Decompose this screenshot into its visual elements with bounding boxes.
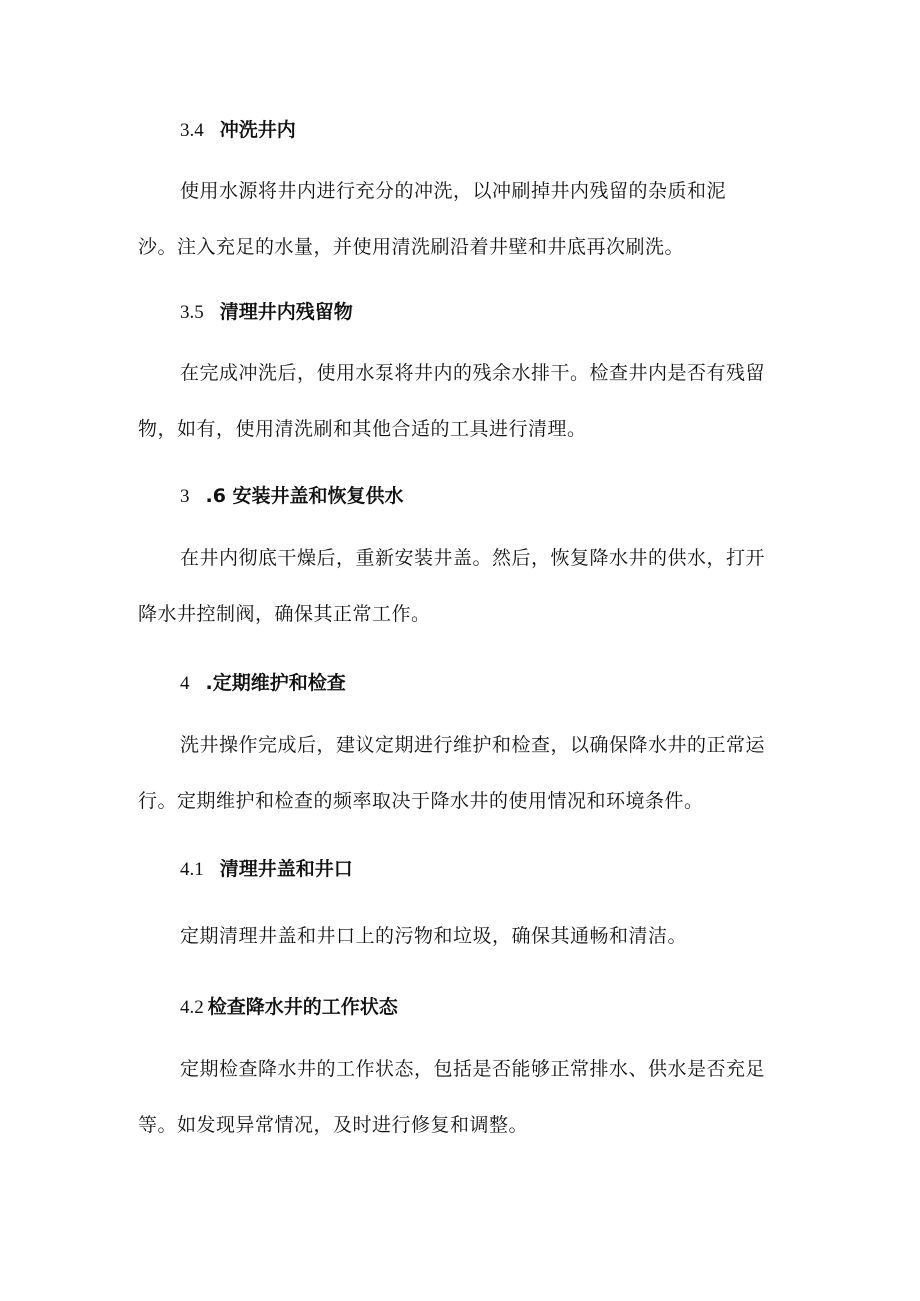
section-paragraph-4 [138,717,786,829]
section-number: 4.1 [180,859,204,880]
paragraph-line: 定期清理井盖和井口上的污物和垃圾，确保其通畅和清洁。 [180,925,688,947]
section-title: 清理井盖和井口 [219,858,353,880]
paragraph-line: 物，如有，使用清洗刷和其他合适的工具进行清理。 [138,418,587,440]
section-number: 4 [180,673,190,694]
section-paragraph-4-2 [138,1041,786,1153]
section-paragraph-3-5 [138,345,786,457]
paragraph-line: 在完成冲洗后，使用水泵将井内的残余水排干。检查井内是否有残留 [180,362,766,384]
paragraph-line: 等。如发现异常情况，及时进行修复和调整。 [138,1114,529,1136]
section-paragraph-3-4 [138,163,786,275]
section-heading-4-1 [180,857,353,882]
section-heading-4-2 [180,995,398,1020]
section-number: 3.5 [180,302,204,323]
section-title: .6 安装井盖和恢复供水 [205,485,404,507]
section-title: .定期维护和检查 [205,672,346,694]
section-title: 冲洗井内 [219,119,296,141]
section-heading-3-5 [180,300,353,325]
section-heading-4 [180,671,346,696]
paragraph-line: 降水井控制阀，确保其正常工作。 [138,603,431,625]
paragraph-line: 在井内彻底干燥后，重新安装井盖。然后，恢复降水井的供水，打开 [180,547,766,569]
section-title: 检查降水井的工作状态 [207,996,398,1018]
section-number: 3.4 [180,120,204,141]
paragraph-line: 定期检查降水井的工作状态，包括是否能够正常排水、供水是否充足 [180,1058,766,1080]
section-number: 4.2 [180,997,204,1018]
paragraph-line: 洗井操作完成后，建议定期进行维护和检查，以确保降水井的正常运 [180,734,766,756]
section-paragraph-4-1 [138,908,786,964]
section-title: 清理井内残留物 [219,301,353,323]
paragraph-line: 使用水源将井内进行充分的冲洗，以冲刷掉井内残留的杂质和泥 [180,180,727,202]
section-heading-3-6 [180,484,404,509]
paragraph-line: 沙。注入充足的水量，并使用清洗刷沿着井壁和井底再次刷洗。 [138,236,685,258]
section-number: 3 [180,486,190,507]
section-heading-3-4 [180,118,296,143]
section-paragraph-3-6 [138,530,786,642]
paragraph-line: 行。定期维护和检查的频率取决于降水井的使用情况和环境条件。 [138,790,704,812]
